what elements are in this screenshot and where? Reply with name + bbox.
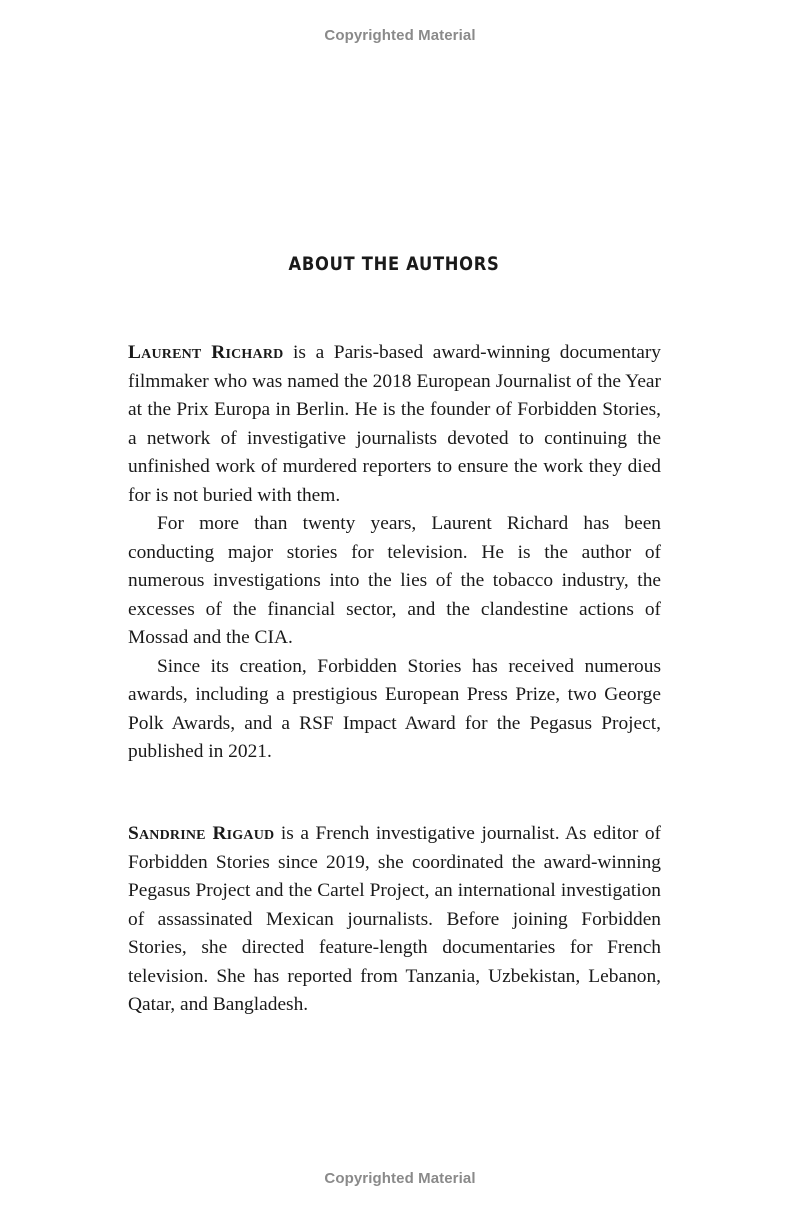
bio-paragraph	[128, 820, 661, 1020]
copyright-watermark-bottom: Copyrighted Material	[324, 1170, 476, 1187]
page-heading: ABOUT THE AUTHORS	[288, 253, 500, 275]
bio-text: is a Paris-based award-winning documentary filmmaker who was named the 2018 European Journalist of the Year at the Prix Europa in Berlin. He is the founder of Forbidden Stories, a network of investigative journalists devoted to continuing the unfinished work of murdered reporters to ensure the work they died for is not buried with them.	[128, 342, 661, 506]
copyright-watermark-top: Copyrighted Material	[324, 27, 476, 44]
author-name: Sandrine Rigaud	[128, 823, 275, 844]
bio-text: is a French investigative journalist. As editor of Forbidden Stories since 2019, she coordinated the award-winning Pegasus Project and the Cartel Project, an international investigation of assassinated Mexican journalists. Before joining Forbidden Stories, she directed feature-length documentaries for French television. She has reported from Tanzania, Uzbekistan, Lebanon, Qatar, and Bangladesh.	[128, 823, 661, 1015]
bio-paragraph: For more than twenty years, Laurent Richard has been conducting major stories for television. He is the author of numerous investigations into the lies of the tobacco industry, the excesses of the financial sector, and the clandestine actions of Mossad and the CIA.	[128, 513, 661, 648]
author-name: Laurent Richard	[128, 342, 284, 363]
bio-paragraph: Since its creation, Forbidden Stories has received numerous awards, including a prestigious European Press Prize, two George Polk Awards, and a RSF Impact Award for the Pegasus Project, published in 2021.	[128, 655, 661, 762]
bio-paragraph	[128, 339, 661, 510]
author-bio-laurent-richard	[128, 339, 661, 767]
author-bio-sandrine-rigaud	[128, 820, 661, 1020]
